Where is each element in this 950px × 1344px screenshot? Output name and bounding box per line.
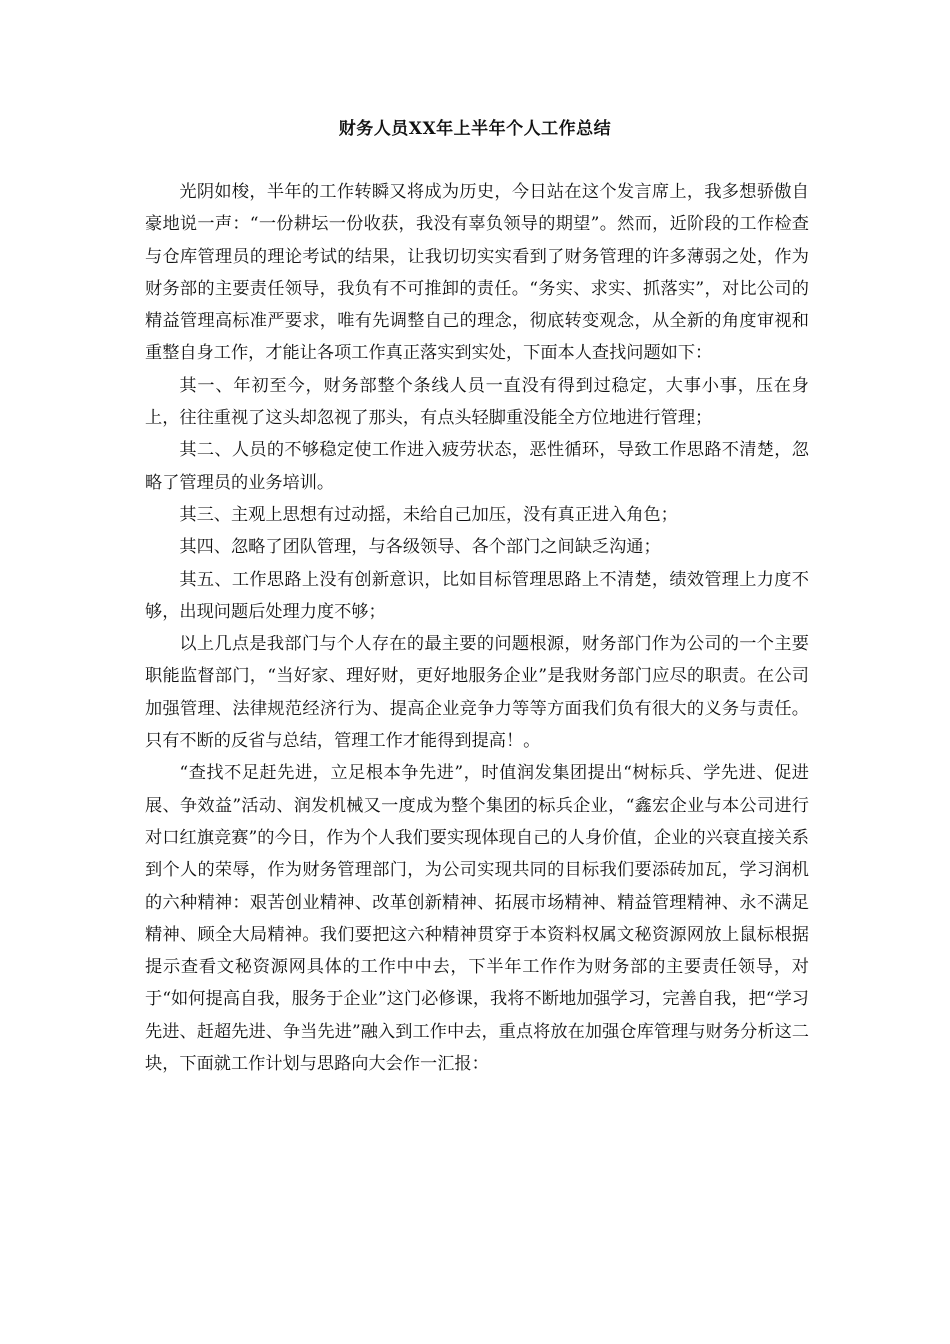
paragraph-issue-3: 其三、主观上思想有过动摇，未给自己加压，没有真正进入角色； bbox=[179, 504, 678, 525]
document-title: 财务人员XX年上半年个人工作总结 bbox=[338, 119, 612, 139]
paragraph-intro: 光阴如梭，半年的工作转瞬又将成为历史，今日站在这个发言席上，我多想骄傲自豪地说一声：“一份耕坛一份收获，我没有辜负领导的期望”。然而，近阶段的工作检查与仓库管理员的理论考试的结果，让我切切实实看到了财务管理的许多薄弱之处，作为财务部的主要责任领导，我负有不可推卸的责任。“务实、求实、抓落实”，对比公司的精益管理高标准严要求，唯有先调整自己的理念，彻底转变观念，从全新的角度审视和重整自身工作，才能让各项工作真正落实到实处，下面本人查找问题如下： bbox=[145, 182, 809, 364]
document-body bbox=[145, 176, 809, 1080]
paragraph-plan: “查找不足赶先进，立足根本争先进”，时值润发集团提出“树标兵、学先进、促进展、争效益”活动、润发机械又一度成为整个集团的标兵企业，“鑫宏企业与本公司进行对口红旗竞赛”的今日，作为个人我们要实现体现自己的人身价值，企业的兴衰直接关系到个人的荣辱，作为财务管理部门，为公司实现共同的目标我们要添砖加瓦，学习润机的六种精神：艰苦创业精神、改革创新精神、拓展市场精神、精益管理精神、永不满足精神、顾全大局精神。我们要把这六种精神贯穿于本资料权属文秘资源网放上鼠标根据提示查看文秘资源网具体的工作中中去，下半年工作作为财务部的主要责任领导，对于“如何提高自我，服务于企业”这门必修课，我将不断地加强学习，完善自我，把“学习先进、赶超先进、争当先进”融入到工作中去，重点将放在加强仓库管理与财务分析这二块，下面就工作计划与思路向大会作一汇报： bbox=[145, 763, 809, 1075]
paragraph-summary: 以上几点是我部门与个人存在的最主要的问题根源，财务部门作为公司的一个主要职能监督部门，“当好家、理好财，更好地服务企业”是我财务部门应尽的职责。在公司加强管理、法律规范经济行为、提高企业竞争力等等方面我们负有很大的义务与责任。只有不断的反省与总结，管理工作才能得到提高！。 bbox=[145, 634, 809, 752]
paragraph-issue-4: 其四、忽略了团队管理，与各级领导、各个部门之间缺乏沟通； bbox=[179, 537, 661, 558]
paragraph-issue-5: 其五、工作思路上没有创新意识，比如目标管理思路上不清楚，绩效管理上力度不够，出现问题后处理力度不够； bbox=[145, 569, 809, 622]
paragraph-issue-1: 其一、年初至今，财务部整个条线人员一直没有得到过稳定，大事小事，压在身上，往往重视了这头却忽视了那头，有点头轻脚重没能全方位地进行管理； bbox=[145, 375, 809, 429]
paragraph-issue-2: 其二、人员的不够稳定使工作进入疲劳状态，恶性循环，导致工作思路不清楚，忽略了管理员的业务培训。 bbox=[145, 440, 809, 493]
